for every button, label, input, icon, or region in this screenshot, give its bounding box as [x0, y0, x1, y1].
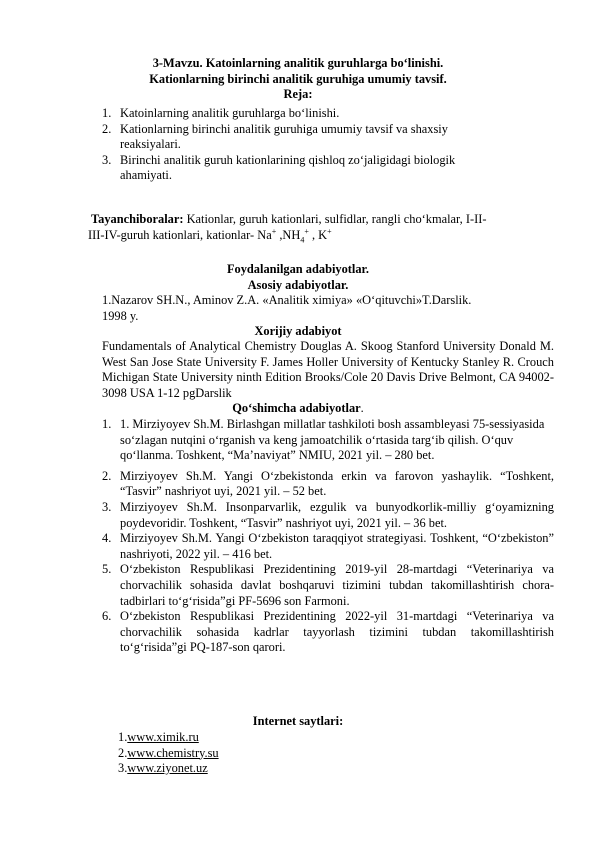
- reference-number: 1.: [102, 417, 112, 431]
- main-reference: [102, 293, 554, 324]
- keywords-label: Tayanchiboralar:: [91, 212, 184, 226]
- literature-headings: [0, 262, 596, 293]
- additional-literature-heading-text: Qo‘shimcha adabiyotlar: [232, 401, 361, 415]
- lesson-subtitle: Kationlarning birinchi analitik guruhiga umumiy tavsif.: [149, 71, 447, 86]
- website-link[interactable]: www.ximik.ru: [127, 730, 199, 744]
- reference-text: 1. Mirziyoyev Sh.M. Birlashgan millatlar tashkiloti bosh assambleyasi 75-sessiyasida so‘zlagan nutqini o‘rganish va keng jamoatchilik o‘rtasida targ‘ib qilish. O‘quv qo‘llanma. Toshkent, “Ma’naviyat” NMIU, 2021 yil. – 280 bet.: [120, 417, 545, 463]
- keywords-text: Kationlar, guruh kationlari, sulfidlar, rangli cho‘kmalar, I-II-: [183, 212, 487, 226]
- website-link[interactable]: www.ziyonet.uz: [127, 761, 208, 776]
- plan-item-number: 1.: [102, 106, 112, 120]
- plan-item-text: Katoinlarning analitik guruhlarga bo‘linishi.: [120, 106, 340, 120]
- keywords-text-cont: III-IV-guruh kationlari, kationlar- Na: [88, 227, 272, 242]
- superscript-plus: +: [304, 226, 309, 236]
- plan-item: [102, 153, 542, 184]
- reference-item: [102, 531, 554, 562]
- website-item: [118, 746, 219, 762]
- lesson-title: 3-Mavzu. Katoinlarning analitik guruhlarga bo‘linishi.: [152, 56, 444, 70]
- reference-number: 3.: [102, 499, 112, 514]
- plan-item-text-cont: reaksiyalari.: [120, 137, 181, 152]
- keywords-block: [88, 212, 548, 243]
- title-block: [0, 56, 596, 103]
- website-number: 1.: [118, 730, 128, 744]
- literature-heading: Foydalanilgan adabiyotlar.: [226, 262, 370, 276]
- plan-heading: Reja:: [283, 87, 313, 102]
- plan-item-text: Kationlarning birinchi analitik guruhiga umumiy tavsif va shaxsiy: [120, 121, 448, 136]
- plan-item: [102, 106, 542, 122]
- keywords-text-ammonium: ,NH: [276, 227, 301, 242]
- reference-text: O‘zbekiston Respublikasi Prezidentining 2022-yil 31-martdagi “Veterinariya va chorvachilik sohasida kadrlar tayyorlash tizimini tubdan takomillashtirish to‘g‘risida”gi PQ-187-son qarori.: [120, 609, 554, 655]
- website-number: 3.: [118, 761, 128, 776]
- additional-literature-list: [102, 417, 554, 656]
- reference-text: Mirziyoyev Sh.M. Yangi O‘zbekiston taraqqiyot strategiyasi. Toshkent, “O‘zbekiston” nashriyoti, 2022 yil. – 416 bet.: [120, 531, 554, 561]
- reference-item: [102, 417, 554, 464]
- reference-text: O‘zbekiston Respublikasi Prezidentining 2019-yil 28-martdagi “Veterinariya va chorvachilik sohasida davlat boshqaruvi tizimini tubdan takomillashtirish chora-tadbirlari to‘g‘risida”gi PF-5696 son Farmoni.: [120, 562, 554, 608]
- foreign-reference: Fundamentals of Analytical Chemistry Douglas A. Skoog Stanford University Donald M. West San Jose State University F. James Holler University of Kentucky Stanley R. Crouch Michigan State University ninth Edition Brooks/Cole 20 Davis Drive Belmont, CA 94002-3098 USA 1-12 pgDarslik: [102, 339, 554, 400]
- plan-item-text: Birinchi analitik guruh kationlarining qishloq zo‘jaligidagi biologik: [120, 152, 456, 167]
- plan-item-text-cont: ahamiyati.: [120, 168, 172, 183]
- main-reference-line: 1.Nazarov SH.N., Aminov Z.A. «Analitik ximiya» «O‘qituvchi»T.Darslik.: [102, 293, 472, 307]
- website-link[interactable]: www.chemistry.su: [127, 745, 219, 760]
- website-item: [118, 730, 219, 746]
- plan-item-number: 2.: [102, 121, 112, 136]
- superscript-plus: +: [327, 226, 332, 236]
- additional-literature-heading: [0, 401, 596, 417]
- reference-number: 5.: [102, 562, 112, 577]
- superscript-plus: +: [271, 226, 277, 236]
- reference-item: [102, 469, 554, 500]
- reference-number: 2.: [102, 468, 112, 483]
- reference-number: 4.: [102, 531, 112, 546]
- heading-period: .: [360, 401, 364, 415]
- websites-list: [118, 730, 219, 777]
- main-literature-heading: Asosiy adabiyotlar.: [247, 277, 349, 292]
- reference-item: [102, 609, 554, 656]
- website-item: [118, 761, 219, 777]
- subscript-four: 4: [300, 235, 305, 245]
- reference-item: [102, 562, 554, 609]
- foreign-literature-heading: Xorijiy adabiyot: [254, 324, 342, 338]
- reference-item: [102, 500, 554, 531]
- plan-item: [102, 122, 542, 153]
- plan-list: [102, 106, 542, 184]
- main-reference-line-cont: 1998 y.: [102, 308, 139, 323]
- reference-text: Mirziyoyev Sh.M. Yangi O‘zbekistonda erkin va farovon yashaylik. “Toshkent, “Tasvir” nashriyot uyi, 2021 yil. – 52 bet.: [120, 468, 554, 499]
- plan-item-number: 3.: [102, 152, 112, 167]
- website-number: 2.: [118, 745, 128, 760]
- reference-text: Mirziyoyev Sh.M. Insonparvarlik, ezgulik va bunyodkorlik-milliy g‘oyamizning poydevoridir. Toshkent, “Tasvir” nashriyot uyi, 2021 yil. – 36 bet.: [120, 499, 554, 530]
- keywords-text-potassium: , K: [308, 227, 328, 242]
- reference-number: 6.: [102, 609, 112, 624]
- websites-heading: Internet saytlari:: [252, 714, 344, 728]
